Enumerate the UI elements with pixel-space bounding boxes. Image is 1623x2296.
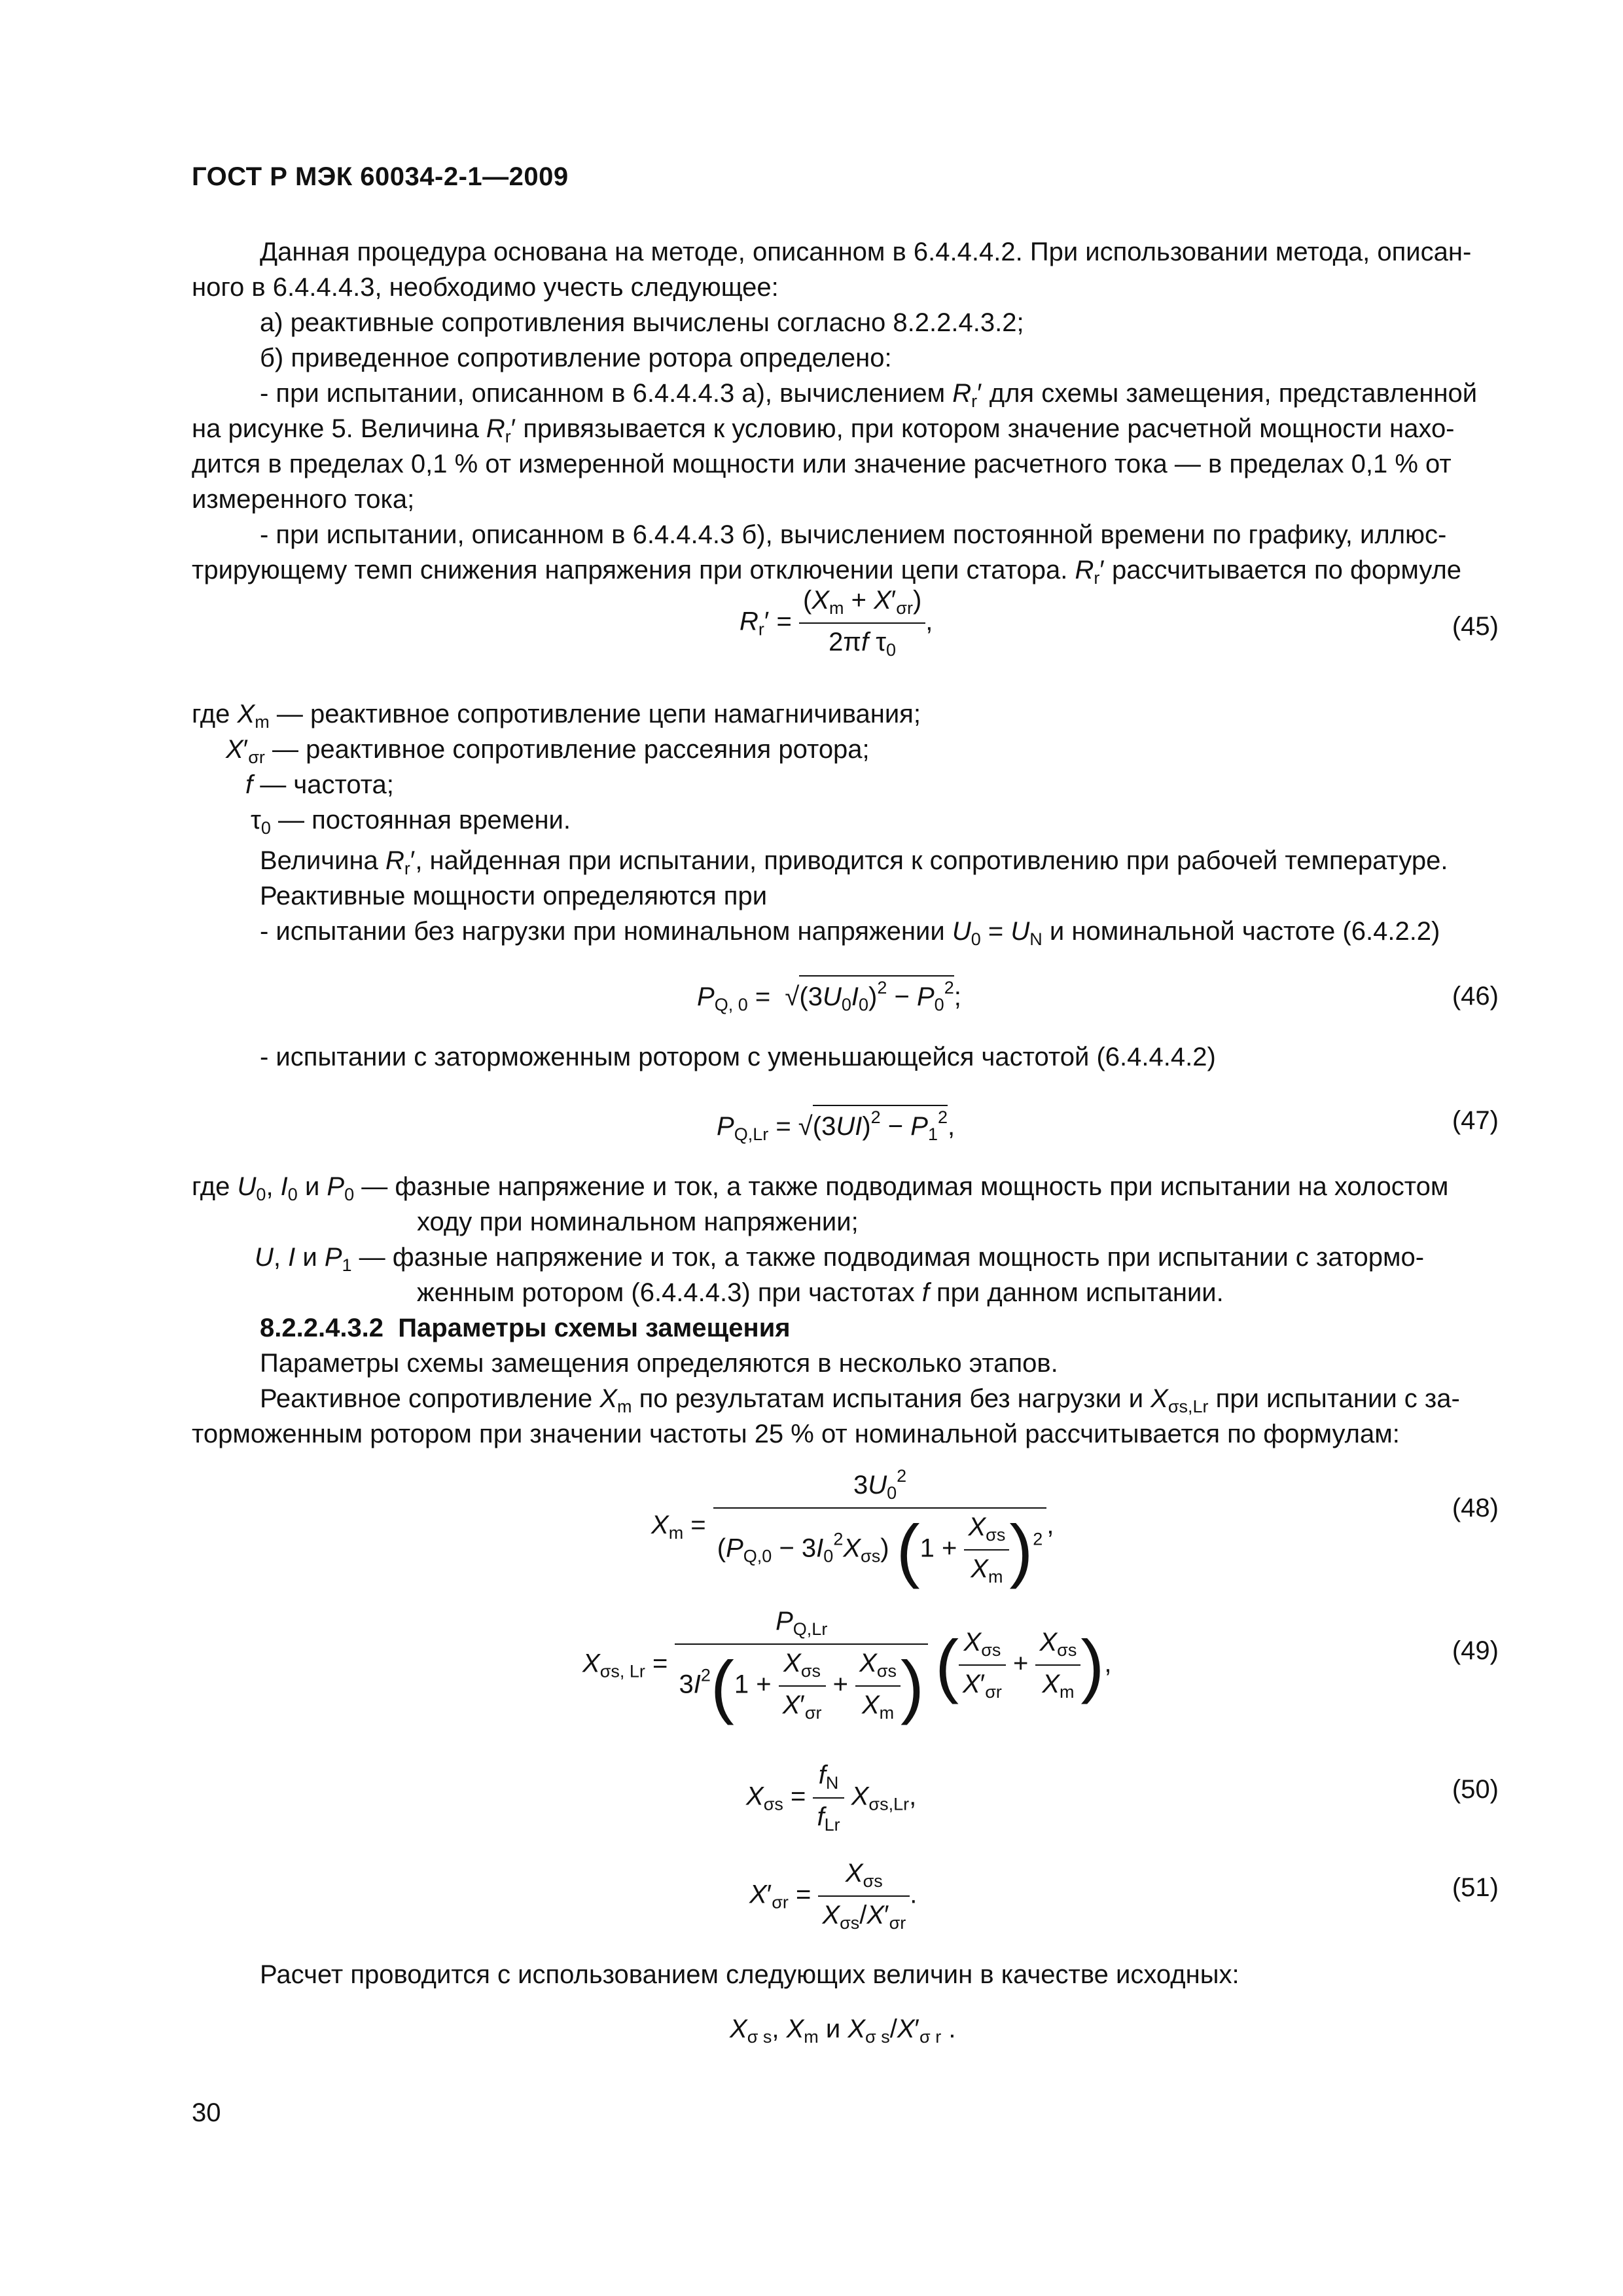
equation-number: (46) [1452, 982, 1499, 1011]
formula-45: $R_r'$ = $\frac{(X_m + X'_{\sigma r})}{2\pi f \tau_0}$ , [740, 586, 933, 660]
text-fragment: — реактивное сопротивление рассеяния ротора; [272, 735, 870, 764]
paragraph-line: Расчет проводится с использованием следующих величин в качестве исходных: [260, 1960, 1240, 1989]
definition-line: f — частота; [245, 770, 394, 799]
text-fragment: — частота; [260, 770, 394, 799]
formula-inputs: $X_{\sigma s}$, $X_m$ и $X_{\sigma s}/X'_{\sigma r}$ . [730, 2015, 956, 2047]
paragraph-line: - испытании с заторможенным ротором с уменьшающейся частотой (6.4.4.4.2) [260, 1043, 1216, 1071]
text-fragment: привязывается к условию, при котором значение расчетной мощности нахо- [523, 414, 1455, 443]
section-title: Параметры схемы замещения [398, 1314, 791, 1342]
text-fragment: где [192, 1172, 230, 1201]
document-header: ГОСТ Р МЭК 60034-2-1—2009 [192, 162, 569, 191]
text-fragment: трирующему темп снижения напряжения при отключении цепи статора. [192, 556, 1068, 584]
text-fragment: — фазные напряжение и ток, а также подводимая мощность при испытании на холостом [361, 1172, 1449, 1201]
paragraph-line: Параметры схемы замещения определяются в несколько этапов. [260, 1349, 1058, 1378]
equation-number: (51) [1452, 1873, 1499, 1902]
definition-line: $\tau_0$ — постоянная времени. [251, 806, 571, 838]
text-fragment: - при испытании, описанном в 6.4.4.4.3 а), вычислением [260, 379, 946, 408]
definition-line: где $X_m$ — реактивное сопротивление цепи намагничивания; [192, 700, 921, 732]
section-heading [260, 1310, 791, 1346]
formula-47: $P_{Q,Lr} = √(3UI)^2 - P_1^2$, [717, 1105, 955, 1145]
text-fragment: Величина [260, 846, 378, 875]
paragraph-line: - испытании без нагрузки при номинальном напряжении $U_0 = U_N$ и номинальной частоте (6.4.2.2) [260, 917, 1440, 949]
paragraph-line: Величина $R_r'$, найденная при испытании, приводится к сопротивлению при рабочей температуре. [260, 846, 1448, 878]
text-fragment: для схемы замещения, представленной [989, 379, 1478, 408]
equation-number: (45) [1452, 612, 1499, 641]
paragraph-line: измеренного тока; [192, 485, 415, 514]
formula-48: $X_m$ = $3U_0^2$ $(P_{Q,0} - 3I_0^2X_{\sigma s}) (1$ + $\frac{X_{\sigma s}}{X_m}$ )$^2$ , [651, 1466, 1054, 1589]
paragraph-line: Реактивные мощности определяются при [260, 882, 768, 910]
text-fragment: рассчитывается по формуле [1112, 556, 1462, 584]
paragraph-line: Реактивное сопротивление $X_m$ по результатам испытания без нагрузки и $X_{\sigma s,Lr}$ при испытании с за- [260, 1384, 1460, 1416]
text-fragment: при испытании с за- [1215, 1384, 1460, 1413]
text-fragment: - испытании без нагрузки при номинальном напряжении [260, 917, 945, 946]
dash-item-2: - при испытании, описанном в 6.4.4.4.3 б), вычислением постоянной времени по графику, иллюс- [260, 520, 1447, 549]
list-item-b: б) приведенное сопротивление ротора определено: [260, 344, 892, 372]
definition-line: $X'_{\sigma r}$ — реактивное сопротивление рассеяния ротора; [226, 735, 870, 767]
paragraph-line: на рисунке 5. Величина $R_r'$ привязывается к условию, при котором значение расчетной мощности нахо- [192, 414, 1455, 446]
text-fragment: — реактивное сопротивление цепи намагничивания; [276, 700, 921, 728]
text-fragment: женным ротором (6.4.4.4.3) при частотах [417, 1278, 915, 1307]
text-fragment: Реактивное сопротивление [260, 1384, 593, 1413]
page-number: 30 [192, 2098, 221, 2127]
definition-line: где $U_0$, $I_0$ и $P_0$ — фазные напряжение и ток, а также подводимая мощность при испытании на холостом [192, 1172, 1449, 1204]
text-fragment: на рисунке 5. Величина [192, 414, 479, 443]
paragraph-line: ного в 6.4.4.4.3, необходимо учесть следующее: [192, 273, 779, 302]
formula-49: $X_{\sigma s, Lr}$ = $P_{Q,Lr}$ $3I^2(1$ + $\frac{X_{\sigma s}}{X'_{\sigma r}}$ + $\frac{X_{\sigma s}}{X_m}$ ) ( $\frac{X_{\sigma s}}{X'_{\sigma r}}$ + $\frac{X_{\sigma s}}{X_m}$ ), [582, 1607, 1112, 1725]
equation-number: (50) [1452, 1775, 1499, 1804]
dash-item-1: - при испытании, описанном в 6.4.4.4.3 а), вычислением $R_r'$ для схемы замещения, представленной [260, 379, 1478, 411]
paragraph-line: трирующему темп снижения напряжения при отключении цепи статора. $R_r'$ рассчитывается по формуле [192, 556, 1462, 588]
text-fragment: и номинальной частоте (6.4.2.2) [1049, 917, 1440, 946]
formula-51: $X'_{\sigma r}$ = $\frac{X_{\sigma s}}{X_{\sigma s}/X'_{\sigma r}}$ . [749, 1859, 918, 1933]
paragraph-line: дится в пределах 0,1 % от измеренной мощности или значение расчетного тока — в пределах 0,1 % от [192, 450, 1452, 478]
definition-line: U, I и $P_1$ — фазные напряжение и ток, а также подводимая мощность при испытании с затормо- [255, 1243, 1425, 1275]
definition-line: женным ротором (6.4.4.4.3) при частотах f при данном испытании. [417, 1278, 1224, 1307]
equation-number: (47) [1452, 1106, 1499, 1135]
text-fragment: — постоянная времени. [277, 806, 571, 834]
text-fragment: по результатам испытания без нагрузки и [639, 1384, 1144, 1413]
formula-46: $P_{Q, 0} = √(3U_0I_0)^2 - P_0^2$; [697, 975, 961, 1015]
equation-number: (48) [1452, 1494, 1499, 1522]
paragraph-line: торможенным ротором при значении частоты 25 % от номинальной рассчитывается по формулам: [192, 1420, 1400, 1448]
text-fragment: где [192, 700, 230, 728]
equation-number: (49) [1452, 1636, 1499, 1665]
text-fragment: при данном испытании. [936, 1278, 1224, 1307]
section-number: 8.2.2.4.3.2 [260, 1314, 384, 1342]
definition-line: ходу при номинальном напряжении; [417, 1208, 859, 1236]
text-fragment: — фазные напряжение и ток, а также подводимая мощность при испытании с затормо- [359, 1243, 1425, 1272]
paragraph-line: Данная процедура основана на методе, описанном в 6.4.4.4.2. При использовании метода, описан- [260, 238, 1472, 266]
list-item-a: а) реактивные сопротивления вычислены согласно 8.2.2.4.3.2; [260, 308, 1024, 337]
text-fragment: , найденная при испытании, приводится к сопротивлению при рабочей температуре. [415, 846, 1448, 875]
formula-50: $X_{\sigma s}$ = $\frac{f_N}{f_{Lr}}$ $X_{\sigma s,Lr}$, [746, 1761, 917, 1835]
